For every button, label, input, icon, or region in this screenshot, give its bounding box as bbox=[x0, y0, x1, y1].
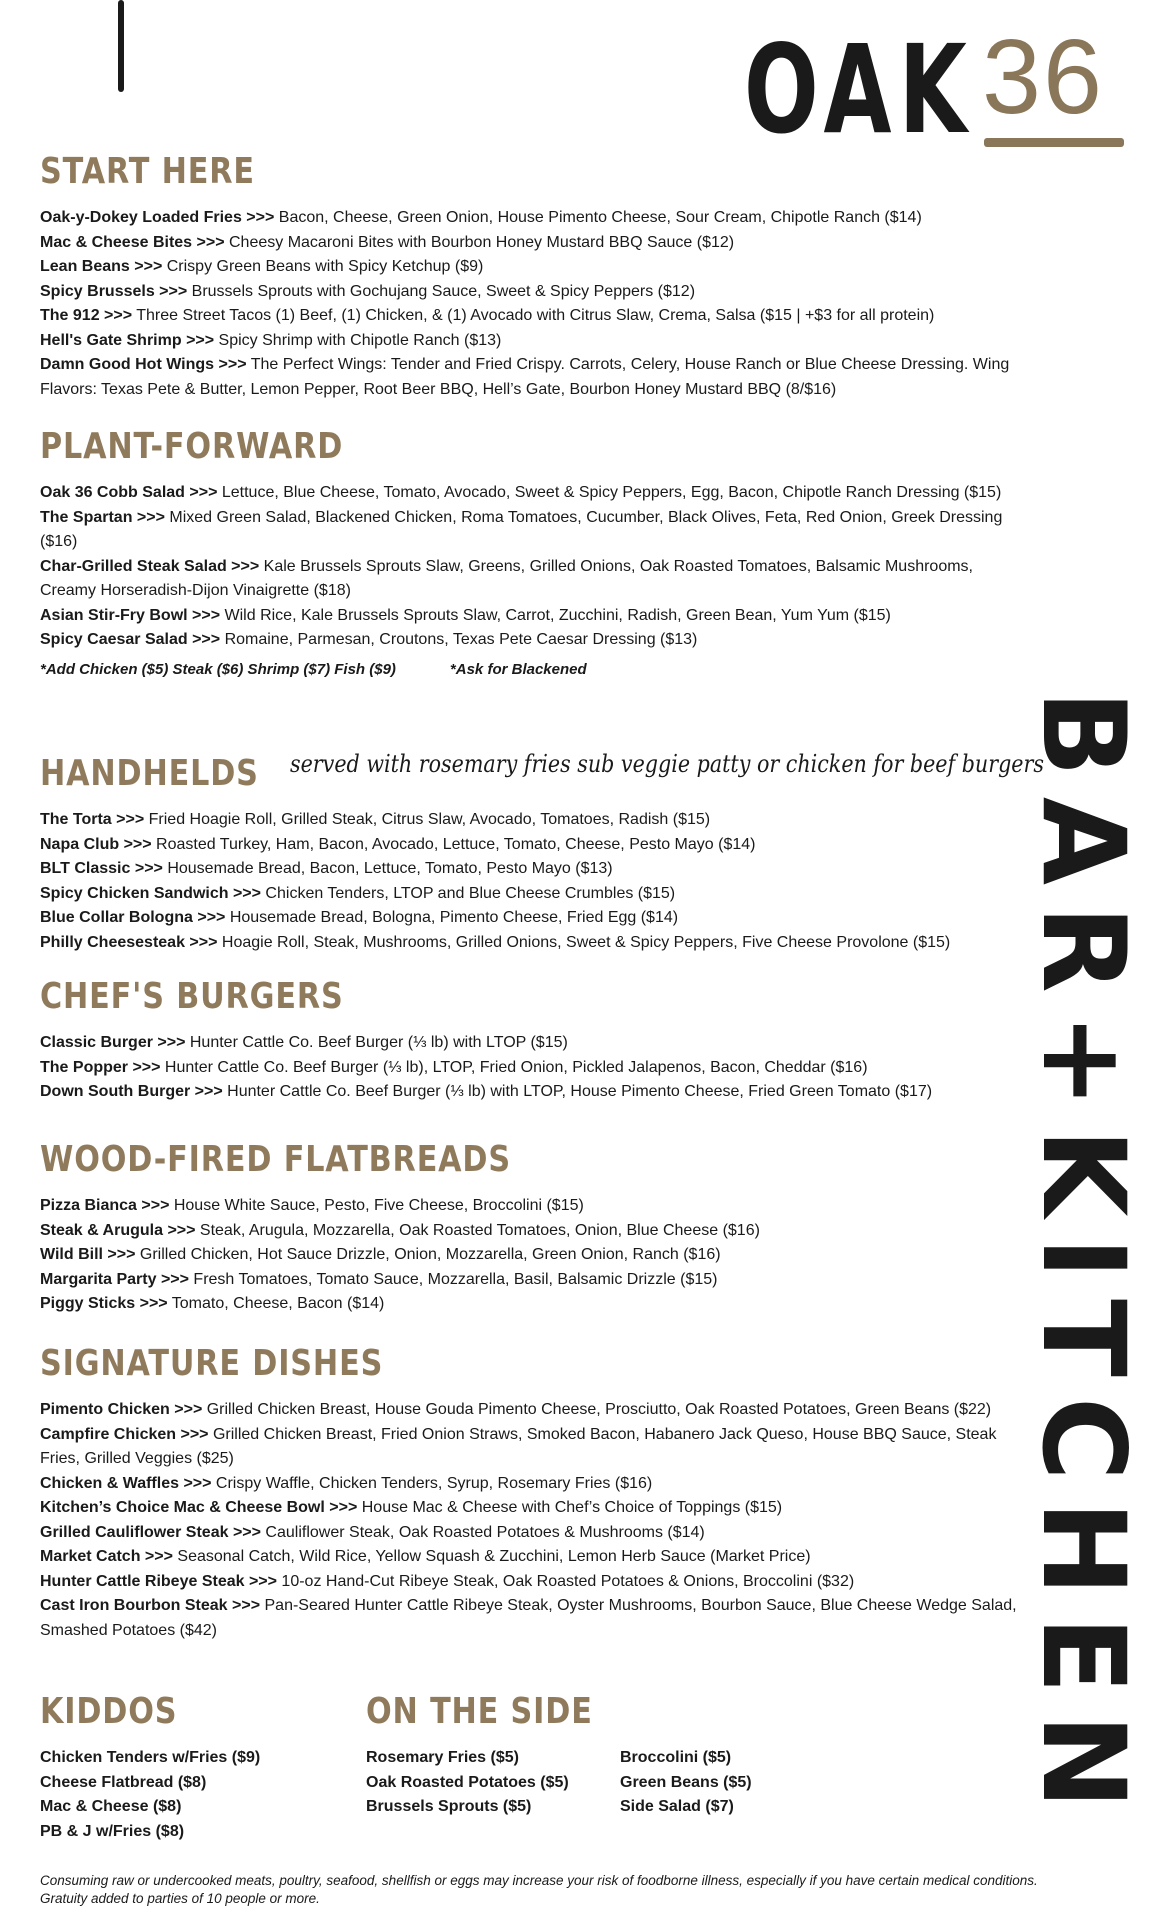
menu-item bbox=[40, 1496, 1020, 1521]
menu-item bbox=[40, 604, 1020, 629]
menu-item: Cheese Flatbread ($8) bbox=[40, 1773, 207, 1791]
item-description: Chicken Tenders, LTOP and Blue Cheese Crumbles ($15) bbox=[260, 884, 676, 902]
menu-items bbox=[40, 808, 1020, 955]
item-name: Piggy Sticks >>> bbox=[40, 1295, 168, 1312]
section-heading: SIGNATURE DISHES bbox=[40, 1343, 384, 1384]
add-protein-text: *Add Chicken ($5) Steak ($6) Shrimp ($7) Fish ($9) bbox=[40, 660, 396, 678]
menu-item bbox=[40, 1056, 1020, 1081]
section-burgers bbox=[40, 975, 1020, 1105]
menu-item bbox=[40, 1268, 1020, 1293]
menu-item bbox=[40, 304, 1020, 329]
item-description: Seasonal Catch, Wild Rice, Yellow Squash & Zucchini, Lemon Herb Sauce (Market Price) bbox=[172, 1548, 811, 1565]
item-description: Housemade Bread, Bologna, Pimento Cheese, Fried Egg ($14) bbox=[225, 909, 679, 926]
section-kiddos bbox=[40, 1690, 340, 1844]
item-name: Market Catch >>> bbox=[40, 1548, 173, 1565]
item-description: Brussels Sprouts with Gochujang Sauce, Sweet & Spicy Peppers ($12) bbox=[187, 282, 696, 300]
item-description: Fresh Tomatoes, Tomato Sauce, Mozzarella, Basil, Balsamic Drizzle ($15) bbox=[188, 1270, 718, 1288]
item-name: Spicy Caesar Salad >>> bbox=[40, 631, 221, 648]
section-handhelds bbox=[40, 752, 1020, 955]
menu-items bbox=[40, 1746, 340, 1844]
section-plant-forward bbox=[40, 425, 1020, 678]
menu-item bbox=[40, 628, 1020, 653]
item-name: Char-Grilled Steak Salad >>> bbox=[40, 557, 260, 575]
item-description: Bacon, Cheese, Green Onion, House Pimento Cheese, Sour Cream, Chipotle Ranch ($14) bbox=[274, 209, 922, 226]
menu-item bbox=[40, 506, 1020, 555]
menu-item bbox=[40, 833, 1020, 858]
menu-items bbox=[40, 1194, 1020, 1317]
menu-item: Oak Roasted Potatoes ($5) bbox=[366, 1773, 569, 1791]
menu-item bbox=[40, 1545, 1020, 1570]
item-description: Hunter Cattle Co. Beef Burger (⅓ lb) with LTOP, House Pimento Cheese, Fried Green Tomato ($17) bbox=[222, 1083, 933, 1100]
menu-item bbox=[40, 255, 1020, 280]
item-name: Philly Cheesesteak >>> bbox=[40, 933, 218, 951]
item-name: Margarita Party >>> bbox=[40, 1270, 189, 1288]
item-name: Steak & Arugula >>> bbox=[40, 1221, 196, 1239]
section-heading: START HERE bbox=[40, 151, 255, 192]
item-name: Classic Burger >>> bbox=[40, 1034, 186, 1051]
item-name: The Popper >>> bbox=[40, 1058, 161, 1076]
item-name: Oak 36 Cobb Salad >>> bbox=[40, 484, 218, 501]
item-name: Napa Club >>> bbox=[40, 835, 152, 853]
section-flatbreads bbox=[40, 1138, 1020, 1317]
item-description: Cheesy Macaroni Bites with Bourbon Honey Mustard BBQ Sauce ($12) bbox=[224, 233, 735, 251]
item-description: Kale Brussels Sprouts Slaw, Greens, Grilled Onions, Oak Roasted Tomatoes, Balsamic Mushrooms, Creamy Horseradish-Dijon Vinaigrette ($18) bbox=[40, 557, 973, 599]
menu-item bbox=[40, 1031, 1020, 1056]
section-heading: WOOD-FIRED FLATBREADS bbox=[40, 1139, 511, 1180]
vertical-bar-kitchen: BAR+KITCHEN bbox=[1017, 690, 1150, 1830]
menu-item: PB & J w/Fries ($8) bbox=[40, 1822, 185, 1840]
menu-item: Green Beans ($5) bbox=[620, 1773, 752, 1791]
item-description: Roasted Turkey, Ham, Bacon, Avocado, Lettuce, Tomato, Cheese, Pesto Mayo ($14) bbox=[151, 835, 756, 853]
item-description: Grilled Chicken, Hot Sauce Drizzle, Onion, Mozzarella, Green Onion, Ranch ($16) bbox=[135, 1246, 721, 1263]
item-description: Crispy Green Beans with Spicy Ketchup ($9) bbox=[162, 258, 484, 275]
item-description: House Mac & Cheese with Chef’s Choice of Toppings ($15) bbox=[357, 1499, 783, 1516]
menu-item bbox=[40, 231, 1020, 256]
item-name: Asian Stir-Fry Bowl >>> bbox=[40, 606, 221, 624]
item-description: Hunter Cattle Co. Beef Burger (⅓ lb) with LTOP ($15) bbox=[185, 1034, 568, 1051]
item-description: Hunter Cattle Co. Beef Burger (⅓ lb), LTOP, Fried Onion, Pickled Jalapenos, Bacon, Cheddar ($16) bbox=[160, 1058, 868, 1076]
item-description: Mixed Green Salad, Blackened Chicken, Roma Tomatoes, Cucumber, Black Olives, Feta, Red Onion, Greek Dressing ($16) bbox=[40, 508, 1003, 550]
item-name: Hell's Gate Shrimp >>> bbox=[40, 331, 215, 349]
item-description: Grilled Chicken Breast, House Gouda Pimento Cheese, Prosciutto, Oak Roasted Potatoes, Green Beans ($22) bbox=[202, 1401, 992, 1418]
item-description: Housemade Bread, Bacon, Lettuce, Tomato, Pesto Mayo ($13) bbox=[162, 860, 613, 877]
item-name: Spicy Brussels >>> bbox=[40, 282, 188, 300]
menu-item bbox=[40, 906, 1020, 931]
item-description: Hoagie Roll, Steak, Mushrooms, Grilled Onions, Sweet & Spicy Peppers, Five Cheese Provolone ($15) bbox=[217, 933, 951, 951]
menu-items bbox=[620, 1746, 820, 1820]
item-name: Lean Beans >>> bbox=[40, 258, 163, 275]
menu-item bbox=[40, 329, 1020, 354]
menu-item: Side Salad ($7) bbox=[620, 1798, 734, 1815]
menu-item bbox=[40, 882, 1020, 907]
item-description: Three Street Tacos (1) Beef, (1) Chicken, & (1) Avocado with Citrus Slaw, Crema, Salsa ($15 | +$3 for all protein) bbox=[132, 307, 935, 324]
menu-item bbox=[40, 555, 1020, 604]
menu-item: Brussels Sprouts ($5) bbox=[366, 1798, 532, 1815]
menu-item bbox=[40, 1570, 1020, 1595]
divider-line bbox=[118, 0, 124, 92]
menu-item: Broccolini ($5) bbox=[620, 1749, 732, 1766]
foodborne-warning: Consuming raw or undercooked meats, poultry, seafood, shellfish or eggs may increase your risk of foodborne illness, especially if you have certain medical conditions. bbox=[40, 1873, 1038, 1888]
item-description: House White Sauce, Pesto, Five Cheese, Broccolini ($15) bbox=[169, 1197, 584, 1214]
item-description: Steak, Arugula, Mozzarella, Oak Roasted Tomatoes, Onion, Blue Cheese ($16) bbox=[195, 1221, 760, 1239]
menu-item bbox=[40, 1243, 1020, 1268]
item-description: Wild Rice, Kale Brussels Sprouts Slaw, Carrot, Zucchini, Radish, Green Bean, Yum Yum ($15) bbox=[220, 606, 891, 624]
item-name: The 912 >>> bbox=[40, 307, 133, 324]
item-name: Blue Collar Bologna >>> bbox=[40, 909, 226, 926]
item-description: Tomato, Cheese, Bacon ($14) bbox=[167, 1295, 385, 1312]
menu-item bbox=[40, 353, 1020, 402]
logo bbox=[744, 20, 1124, 170]
menu-items bbox=[40, 1031, 1020, 1105]
section-sides-col2 bbox=[620, 1734, 820, 1820]
item-description: Spicy Shrimp with Chipotle Ranch ($13) bbox=[214, 331, 502, 349]
logo-36: 36 bbox=[982, 18, 1104, 136]
handhelds-script-note: served with rosemary fries sub veggie patty or chicken for beef burgers bbox=[290, 750, 1044, 778]
footer-disclaimer bbox=[40, 1872, 1120, 1908]
logo-underline bbox=[984, 138, 1124, 147]
menu-item bbox=[40, 1594, 1020, 1643]
menu-item: Chicken Tenders w/Fries ($9) bbox=[40, 1749, 261, 1766]
item-name: Chicken & Waffles >>> bbox=[40, 1474, 212, 1492]
item-name: Pimento Chicken >>> bbox=[40, 1401, 203, 1418]
blackened-note: *Ask for Blackened bbox=[449, 660, 587, 678]
menu-item bbox=[40, 280, 1020, 305]
item-description: Fried Hoagie Roll, Grilled Steak, Citrus Slaw, Avocado, Tomatoes, Radish ($15) bbox=[144, 811, 711, 828]
section-sides bbox=[366, 1690, 616, 1820]
menu-item bbox=[40, 1521, 1020, 1546]
item-name: The Torta >>> bbox=[40, 811, 145, 828]
menu-item bbox=[40, 1472, 1020, 1497]
logo-oak: OAK bbox=[744, 19, 974, 161]
menu-item bbox=[40, 206, 1020, 231]
menu-item bbox=[40, 1398, 1020, 1423]
item-description: Romaine, Parmesan, Croutons, Texas Pete Caesar Dressing ($13) bbox=[220, 631, 698, 648]
menu-item bbox=[40, 1194, 1020, 1219]
menu-item bbox=[40, 808, 1020, 833]
item-name: Hunter Cattle Ribeye Steak >>> bbox=[40, 1572, 277, 1590]
menu-items bbox=[40, 481, 1020, 653]
section-heading: ON THE SIDE bbox=[366, 1691, 593, 1732]
section-signature bbox=[40, 1342, 1020, 1643]
item-name: Pizza Bianca >>> bbox=[40, 1197, 170, 1214]
gratuity-note: Gratuity added to parties of 10 people or more. bbox=[40, 1891, 320, 1906]
item-description: Lettuce, Blue Cheese, Tomato, Avocado, Sweet & Spicy Peppers, Egg, Bacon, Chipotle Ranch Dressing ($15) bbox=[217, 484, 1002, 501]
menu-items bbox=[40, 206, 1020, 402]
item-name: Campfire Chicken >>> bbox=[40, 1425, 209, 1443]
item-name: Cast Iron Bourbon Steak >>> bbox=[40, 1597, 261, 1614]
item-name: Wild Bill >>> bbox=[40, 1246, 136, 1263]
item-description: Grilled Chicken Breast, Fried Onion Straws, Smoked Bacon, Habanero Jack Queso, House BBQ Sauce, Steak Fries, Grilled Veggies ($25) bbox=[40, 1425, 997, 1467]
item-name: BLT Classic >>> bbox=[40, 860, 163, 877]
menu-item bbox=[40, 1292, 1020, 1317]
menu-item bbox=[40, 1080, 1020, 1105]
item-name: Mac & Cheese Bites >>> bbox=[40, 233, 225, 251]
item-name: The Spartan >>> bbox=[40, 508, 165, 526]
item-name: Damn Good Hot Wings >>> bbox=[40, 356, 247, 373]
section-heading: PLANT-FORWARD bbox=[40, 426, 344, 467]
item-name: Down South Burger >>> bbox=[40, 1083, 223, 1100]
item-description: The Perfect Wings: Tender and Fried Crispy. Carrots, Celery, House Ranch or Blue Cheese Dressing. Wing Flavors: Texas Pete & Butter, Lemon Pepper, Root Beer BBQ, Hell’s Gate, Bourbon Honey Mustard BBQ (8/$16) bbox=[40, 356, 1010, 398]
menu-item bbox=[40, 481, 1020, 506]
menu-item: Rosemary Fries ($5) bbox=[366, 1749, 519, 1766]
section-heading: CHEF'S BURGERS bbox=[40, 976, 344, 1017]
section-heading: HANDHELDS bbox=[40, 753, 259, 794]
item-description: Cauliflower Steak, Oak Roasted Potatoes & Mushrooms ($14) bbox=[260, 1523, 705, 1541]
item-name: Kitchen’s Choice Mac & Cheese Bowl >>> bbox=[40, 1499, 358, 1516]
item-description: 10-oz Hand-Cut Ribeye Steak, Oak Roasted Potatoes & Onions, Broccolini ($32) bbox=[276, 1572, 855, 1590]
section-start-here bbox=[40, 150, 1020, 402]
menu-item bbox=[40, 931, 1020, 956]
item-description: Pan-Seared Hunter Cattle Ribeye Steak, Oyster Mushrooms, Bourbon Sauce, Blue Cheese Wedge Salad, Smashed Potatoes ($42) bbox=[40, 1597, 1017, 1639]
menu-item: Mac & Cheese ($8) bbox=[40, 1798, 182, 1815]
item-name: Oak-y-Dokey Loaded Fries >>> bbox=[40, 209, 275, 226]
item-name: Grilled Cauliflower Steak >>> bbox=[40, 1523, 261, 1541]
item-description: Crispy Waffle, Chicken Tenders, Syrup, Rosemary Fries ($16) bbox=[211, 1474, 653, 1492]
menu-items bbox=[40, 1398, 1020, 1643]
add-protein-note bbox=[40, 661, 1020, 678]
menu-item bbox=[40, 1219, 1020, 1244]
menu-items bbox=[366, 1746, 616, 1820]
item-name: Spicy Chicken Sandwich >>> bbox=[40, 884, 261, 902]
menu-item bbox=[40, 1423, 1020, 1472]
menu-item bbox=[40, 857, 1020, 882]
section-heading: KIDDOS bbox=[40, 1691, 178, 1732]
